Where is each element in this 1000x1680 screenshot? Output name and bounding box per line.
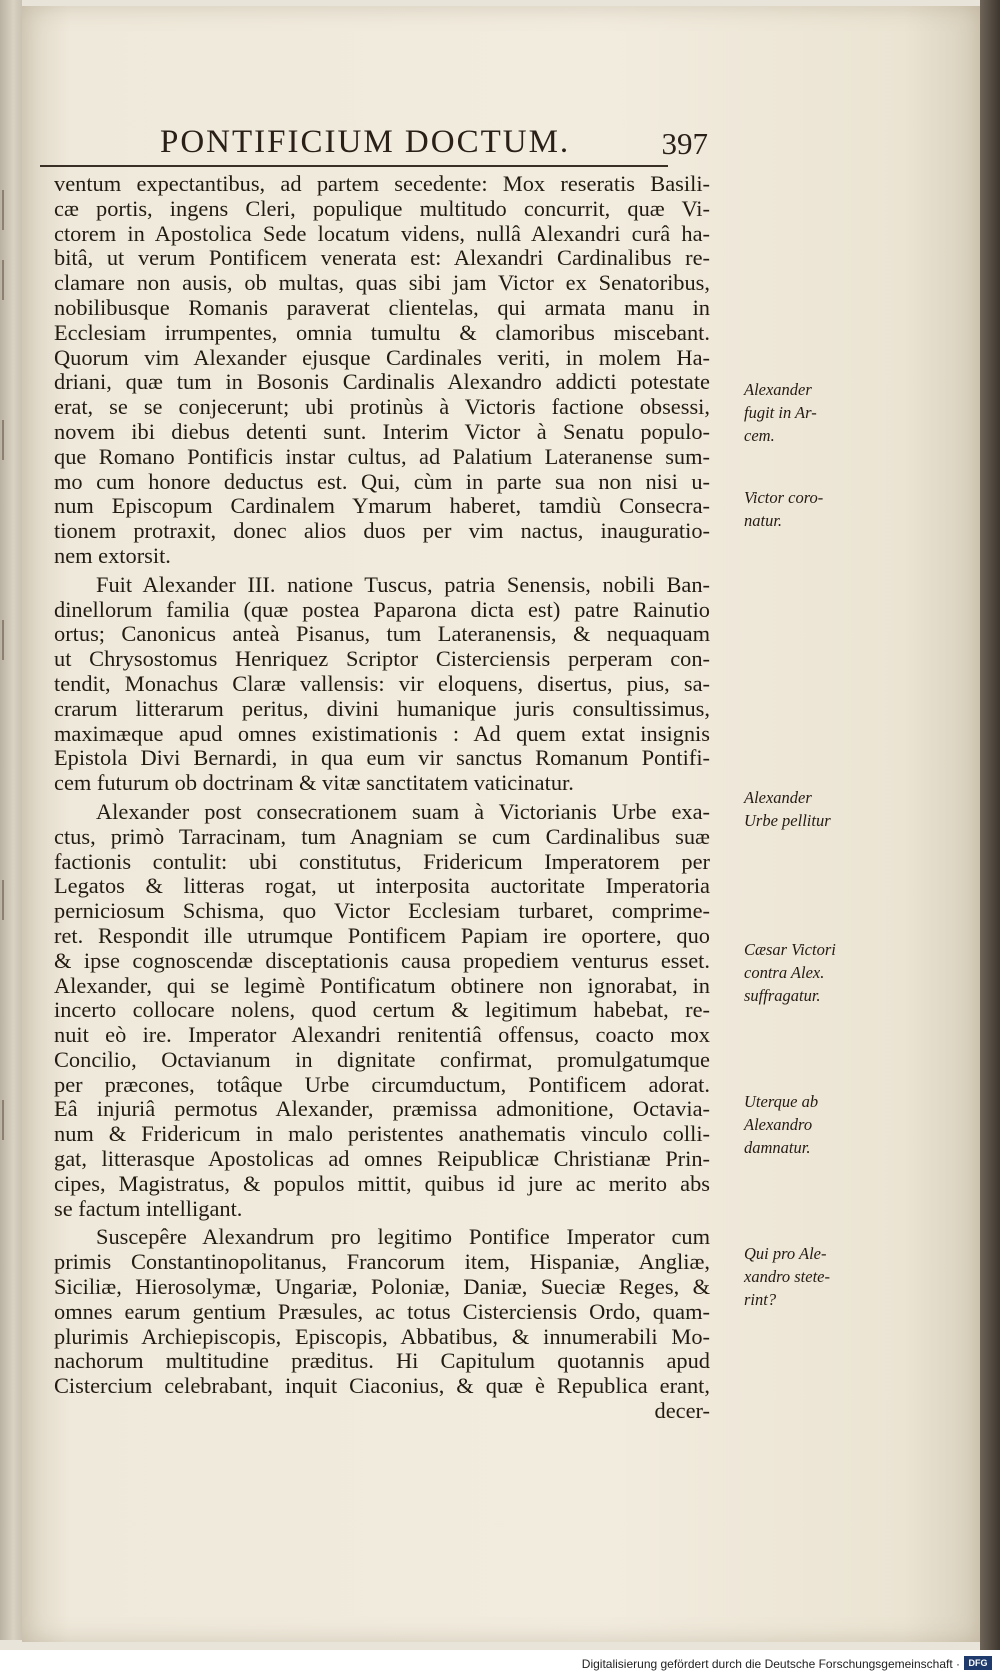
marginal-note-line: Alexander — [744, 788, 812, 807]
marginal-note-line: rint? — [744, 1290, 777, 1309]
body-text — [54, 172, 710, 1424]
digitization-footer — [0, 1650, 1000, 1680]
marginal-note-line: fugit in Ar- — [744, 403, 817, 422]
marginal-note-line: Alexandro — [744, 1115, 813, 1134]
text-line: primis Constantinopolitanus, Francorum item, Hispaniæ, Angliæ, — [54, 1249, 710, 1275]
marginal-note — [744, 786, 854, 832]
book-edge — [980, 0, 1000, 1650]
header-rule — [40, 165, 668, 167]
marginal-note-line: cem. — [744, 426, 775, 445]
text-line: Fuit Alexander III. natione Tuscus, patria Senensis, nobili Ban- — [96, 571, 710, 597]
text-line: maximæque apud omnes existimationis : Ad quem extat insignis — [54, 720, 710, 746]
text-line: cem futurum ob doctrinam & vitæ sanctitatem vaticinatur. — [54, 770, 574, 796]
text-line: Eâ injuriâ permotus Alexander, præmissa admonitione, Octavia- — [54, 1096, 710, 1122]
text-line: que Romano Pontificis instar cultus, ad Palatium Lateranense sum- — [54, 443, 710, 469]
running-header — [40, 124, 708, 168]
text-line: Alexander post consecrationem suam à Victorianis Urbe exa- — [96, 798, 710, 824]
facing-page-fragment — [2, 260, 16, 300]
facing-page-fragment — [2, 420, 16, 460]
text-line: erat, se se conjecerunt; ubi protinùs à Victoris factione obsessi, — [54, 394, 710, 420]
text-line: tionem protraxit, donec alios duos per vim nactus, inauguratio- — [54, 518, 710, 544]
marginal-note-line: suffragatur. — [744, 986, 821, 1005]
text-line: dinellorum familia (quæ postea Paparona dicta est) patre Rainutio — [54, 596, 710, 622]
text-line: Suscepêre Alexandrum pro legitimo Pontifice Imperator cum — [96, 1224, 710, 1250]
footer-credit: Digitalisierung gefördert durch die Deutsche Forschungsgemeinschaft · — [581, 1657, 960, 1671]
text-line: clamare non ausis, ob multas, quas sibi jam Victor ex Senatoribus, — [54, 270, 710, 296]
marginal-note-line: Qui pro Ale- — [744, 1244, 827, 1263]
text-line: cipes, Magistratus, & populos mittit, quibus id jure ac merito abs — [54, 1170, 710, 1196]
text-line: cæ portis, ingens Cleri, populique multitudo concurrit, quæ Vi- — [54, 195, 710, 221]
facing-page-edge — [0, 0, 22, 1640]
text-line: crarum litterarum peritus, divini humanique juris consultissimus, — [54, 695, 710, 721]
text-line: ventum expectantibus, ad partem secedente: Mox reseratis Basili- — [54, 171, 710, 196]
dfg-logo: DFG — [964, 1656, 992, 1670]
page-number: 397 — [661, 126, 708, 161]
text-line: nachorum multitudine præditus. Hi Capitulum quotannis apud — [54, 1348, 710, 1374]
text-line: & ipse cognoscendæ disceptationis causa propediem venturus esset. — [54, 947, 710, 973]
marginal-note-line: Urbe pellitur — [744, 811, 831, 830]
text-line: tendit, Monachus Claræ vallensis: vir eloquens, disertus, pius, sa- — [54, 670, 710, 696]
text-line: novem ibi diebus detenti sunt. Interim Victor à Senatu populo- — [54, 418, 710, 444]
facing-page-fragment — [2, 1100, 16, 1140]
text-line: decer- — [654, 1398, 710, 1424]
text-line: gat, litterasque Apostolicas ad omnes Reipublicæ Christianæ Prin- — [54, 1146, 710, 1172]
marginal-note-line: Cæsar Victori — [744, 940, 836, 959]
facing-page-fragment — [2, 880, 16, 920]
text-line: se factum intelligant. — [54, 1195, 243, 1221]
text-line: Alexander, qui se legimè Pontificatum obtinere non ignorabat, in — [54, 972, 710, 998]
marginal-note — [744, 938, 854, 1007]
facing-page-fragment — [2, 190, 16, 230]
text-line: Ecclesiam irrumpentes, omnia tumultu & clamoribus miscebant. — [54, 319, 710, 345]
text-line: plurimis Archiepiscopis, Episcopis, Abbatibus, & innumerabili Mo- — [54, 1323, 710, 1349]
text-line: nem extorsit. — [54, 542, 171, 568]
text-line: Epistola Divi Bernardi, in qua eum vir sanctus Romanum Pontifi- — [54, 745, 710, 771]
marginal-note-line: Victor coro- — [744, 488, 824, 507]
text-line: ut Chrysostomus Henriquez Scriptor Cisterciensis perperam con- — [54, 646, 710, 672]
text-line: Legatos & litteras rogat, ut interposita auctoritate Imperatoria — [54, 873, 710, 899]
text-line: Siciliæ, Hierosolymæ, Ungariæ, Poloniæ, Daniæ, Sueciæ Reges, & — [54, 1274, 710, 1300]
marginal-note-line: contra Alex. — [744, 963, 825, 982]
text-line: num Episcopum Cardinalem Ymarum haberet, tamdiù Consecra- — [54, 493, 710, 519]
text-line: driani, quæ tum in Bosonis Cardinalis Alexandro addicti potestate — [54, 369, 710, 395]
marginal-note-line: Alexander — [744, 380, 812, 399]
text-line: Quorum vim Alexander ejusque Cardinales veriti, in molem Ha- — [54, 344, 710, 370]
marginal-note-line: damnatur. — [744, 1138, 811, 1157]
marginal-note-line: natur. — [744, 511, 783, 530]
marginal-note-line: Uterque ab — [744, 1092, 819, 1111]
text-line: Cistercium celebrabant, inquit Ciaconius, & quæ è Republica erant, — [54, 1373, 710, 1399]
text-line: perniciosum Schisma, quo Victor Ecclesiam turbaret, comprime- — [54, 898, 710, 924]
text-line: ortus; Canonicus anteà Pisanus, tum Lateranensis, & nequaquam — [54, 621, 710, 647]
marginal-note-line: xandro stete- — [744, 1267, 830, 1286]
facing-page-fragment — [2, 620, 16, 660]
marginal-note — [744, 1090, 854, 1159]
text-line: ctus, primò Tarracinam, tum Anagniam se cum Cardinalibus suæ — [54, 823, 710, 849]
text-line: mo cum honore deductus est. Qui, cùm in parte sua non nisi u- — [54, 468, 710, 494]
marginal-note — [744, 1242, 854, 1311]
text-line: incerto collocare nolens, quod certum & legitimum habebat, re- — [54, 997, 710, 1023]
text-line: nobilibusque Romanis paraverat clientelas, qui armata manu in — [54, 294, 710, 320]
text-line: nuit eò ire. Imperator Alexandri renitentiâ offensus, coacto mox — [54, 1022, 710, 1048]
marginal-note — [744, 486, 854, 532]
text-line: bitâ, ut verum Pontificem venerata est: Alexandri Cardinalibus re- — [54, 245, 710, 271]
text-line: omnes earum gentium Præsules, ac totus Cisterciensis Ordo, quam- — [54, 1298, 710, 1324]
marginal-note — [744, 378, 854, 447]
text-line: Concilio, Octavianum in dignitate confirmat, promulgatumque — [54, 1046, 710, 1072]
text-line: per præcones, totâque Urbe circumductum, Pontificem adorat. — [54, 1071, 710, 1097]
text-line: num & Fridericum in malo peristentes anathematis vinculo colli- — [54, 1121, 710, 1147]
text-line: ret. Respondit ille utrumque Pontificem Papiam ire oportere, quo — [54, 922, 710, 948]
text-line: factionis contulit: ubi constitutus, Fridericum Imperatorem per — [54, 848, 710, 874]
text-line: ctorem in Apostolica Sede locatum videns, nullâ Alexandri curâ ha- — [54, 220, 710, 246]
page-title: PONTIFICIUM DOCTUM. — [160, 124, 571, 160]
